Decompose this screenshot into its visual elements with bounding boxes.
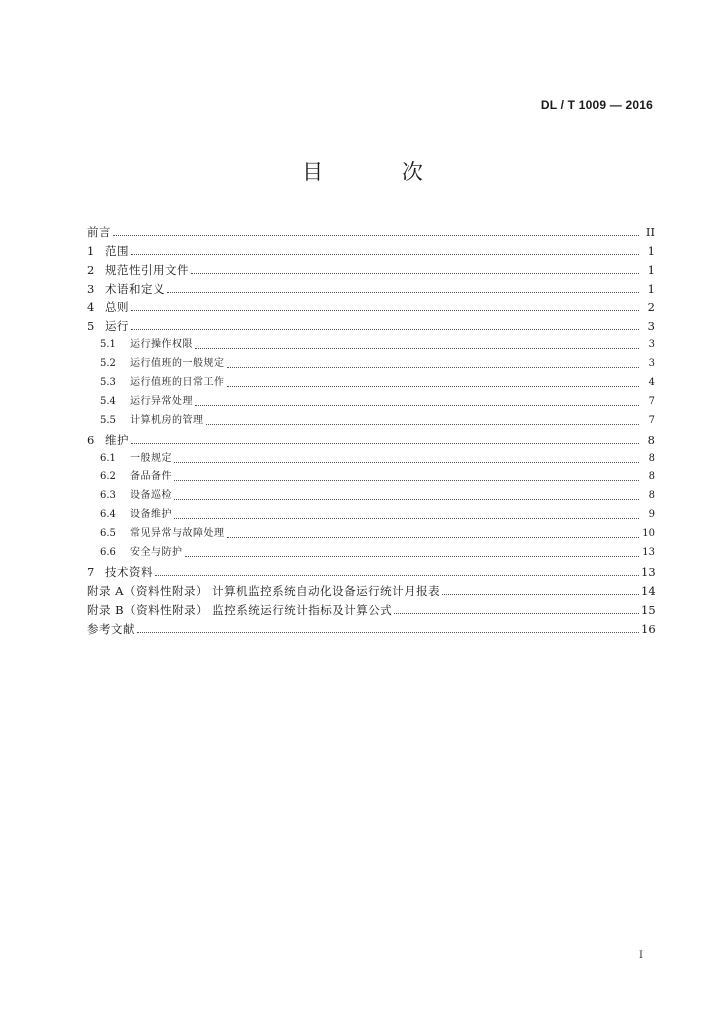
toc-entry-number: 6.2 [100, 471, 116, 483]
toc-entry-label: 术语和定义 [105, 281, 165, 296]
toc-dot-leader [195, 404, 639, 406]
toc-dot-leader [131, 442, 639, 444]
toc-entry-label: 前言 [87, 224, 111, 239]
toc-entry-number: 5.5 [100, 414, 116, 426]
toc-entry-number: 6.4 [100, 509, 116, 521]
toc-entry-page: 4 [648, 377, 655, 389]
toc-dot-leader [174, 517, 639, 519]
toc-dot-leader [227, 366, 640, 368]
toc-entry-page: 8 [648, 490, 655, 502]
toc-entry[interactable] [87, 296, 655, 315]
toc-entry-page: 15 [641, 602, 656, 617]
toc-entry[interactable] [87, 277, 655, 296]
toc-dot-leader [131, 328, 639, 330]
toc-entry-label: 附录 A（资料性附录） 计算机监控系统自动化设备运行统计月报表 [87, 583, 441, 598]
toc-entry-label: 规范性引用文件 [105, 262, 189, 277]
toc-dot-leader [185, 555, 640, 557]
toc-entry[interactable] [87, 409, 655, 428]
table-of-contents [87, 220, 655, 636]
toc-entry-page: 8 [648, 471, 655, 483]
toc-entry-label: 安全与防护 [130, 547, 183, 559]
toc-dot-leader [227, 385, 640, 387]
toc-entry-label: 一般规定 [130, 452, 172, 464]
toc-dot-leader [131, 253, 639, 255]
toc-dot-leader [131, 309, 639, 311]
toc-entry[interactable] [87, 333, 655, 352]
toc-entry[interactable] [87, 447, 655, 466]
toc-entry-page: 8 [648, 452, 655, 464]
toc-entry[interactable] [87, 598, 655, 617]
toc-entry-page: 1 [647, 281, 655, 296]
toc-entry-label: 参考文献 [87, 621, 135, 636]
toc-entry[interactable] [87, 617, 655, 636]
toc-entry-page: 2 [647, 300, 655, 315]
toc-entry[interactable] [87, 390, 655, 409]
toc-entry-number: 4 [87, 300, 95, 315]
toc-entry-page: 3 [648, 339, 655, 351]
toc-entry-label: 设备维护 [130, 509, 172, 521]
toc-entry-number: 2 [87, 262, 95, 277]
toc-entry-page: 13 [641, 564, 656, 579]
toc-entry-label: 运行异常处理 [130, 395, 193, 407]
toc-entry[interactable] [87, 220, 655, 239]
toc-entry[interactable] [87, 258, 655, 277]
toc-entry-page: 10 [642, 528, 655, 540]
toc-entry-page: 7 [648, 395, 655, 407]
toc-entry-label: 运行操作权限 [130, 339, 193, 351]
toc-entry-page: 1 [647, 243, 655, 258]
toc-entry-number: 5.3 [100, 377, 116, 389]
toc-entry-page: 14 [641, 583, 656, 598]
toc-entry[interactable] [87, 314, 655, 333]
toc-dot-leader [191, 272, 639, 274]
toc-entry[interactable] [87, 239, 655, 258]
toc-entry-page: 7 [648, 414, 655, 426]
toc-dot-leader [174, 498, 639, 500]
toc-entry-label: 技术资料 [105, 564, 153, 579]
toc-entry[interactable] [87, 560, 655, 579]
toc-entry[interactable] [87, 541, 655, 560]
toc-dot-leader [113, 234, 639, 236]
toc-entry-number: 6.3 [100, 490, 116, 502]
toc-dot-leader [174, 461, 639, 463]
page-number: I [639, 950, 643, 961]
toc-entry-number: 1 [87, 243, 95, 258]
toc-entry-label: 运行 [105, 319, 129, 334]
toc-entry-number: 6.1 [100, 452, 116, 464]
toc-entry[interactable] [87, 371, 655, 390]
toc-entry-label: 设备巡检 [130, 490, 172, 502]
toc-dot-leader [206, 423, 640, 425]
toc-entry[interactable] [87, 522, 655, 541]
toc-entry-label: 维护 [105, 432, 129, 447]
toc-dot-leader [442, 593, 639, 595]
toc-entry-number: 6 [87, 432, 95, 447]
toc-entry-number: 5.4 [100, 395, 116, 407]
toc-entry-label: 常见异常与故障处理 [130, 528, 225, 540]
toc-dot-leader [195, 347, 639, 349]
toc-entry-label: 范围 [105, 243, 129, 258]
toc-entry-number: 5 [87, 319, 95, 334]
toc-entry-number: 7 [87, 564, 95, 579]
toc-dot-leader [155, 574, 639, 576]
toc-dot-leader [137, 631, 639, 633]
toc-entry-label: 附录 B（资料性附录） 监控系统运行统计指标及计算公式 [87, 602, 393, 617]
toc-entry-number: 6.5 [100, 528, 116, 540]
toc-entry[interactable] [87, 428, 655, 447]
toc-entry-page: 3 [647, 319, 655, 334]
standard-code: DL / T 1009 — 2016 [540, 98, 653, 112]
page-title: 目 次 [302, 160, 459, 184]
toc-dot-leader [394, 612, 639, 614]
toc-entry-page: 3 [648, 358, 655, 370]
toc-entry-number: 6.6 [100, 547, 116, 559]
toc-entry-label: 计算机房的管理 [130, 414, 204, 426]
toc-entry-number: 5.1 [100, 339, 116, 351]
toc-dot-leader [174, 479, 639, 481]
toc-entry[interactable] [87, 352, 655, 371]
toc-entry-page: 13 [642, 547, 655, 559]
toc-entry-page: 9 [648, 509, 655, 521]
toc-entry-page: II [645, 224, 655, 239]
toc-entry[interactable] [87, 484, 655, 503]
toc-entry-number: 5.2 [100, 358, 116, 370]
toc-entry-label: 运行值班的日常工作 [130, 377, 225, 389]
toc-entry-number: 3 [87, 281, 95, 296]
toc-entry-label: 总则 [105, 300, 129, 315]
toc-dot-leader [167, 291, 639, 293]
toc-dot-leader [227, 536, 640, 538]
toc-entry-page: 1 [647, 262, 655, 277]
toc-entry-label: 备品备件 [130, 471, 172, 483]
toc-entry-label: 运行值班的一般规定 [130, 358, 225, 370]
toc-entry[interactable] [87, 579, 655, 598]
toc-entry-page: 8 [647, 432, 655, 447]
toc-entry[interactable] [87, 466, 655, 485]
toc-entry[interactable] [87, 503, 655, 522]
toc-entry-page: 16 [641, 621, 656, 636]
